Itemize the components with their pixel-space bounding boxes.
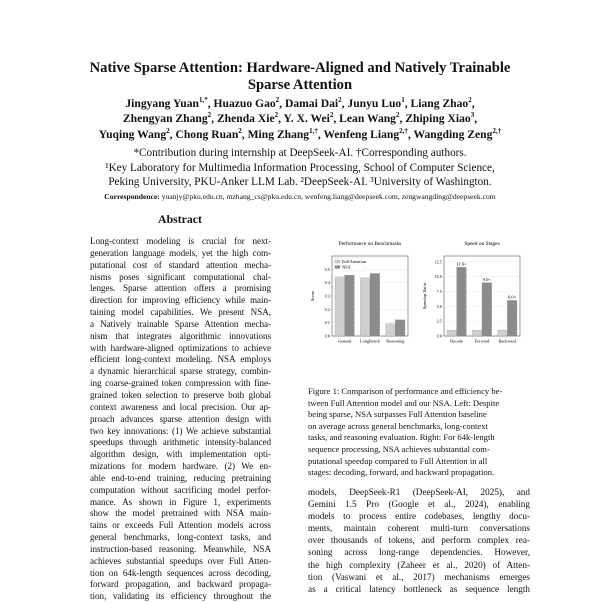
bar	[360, 278, 370, 336]
author-name: Zhiping Xiao	[405, 112, 471, 126]
figure-caption	[308, 386, 530, 479]
bar	[507, 300, 517, 336]
caption-line: stages: decoding, forward, and backward propagation.	[308, 467, 495, 478]
author-name: Lean Wang	[339, 112, 396, 126]
author-name: Zhenda Xie	[216, 112, 275, 126]
abstract-line: Long-context modeling is crucial for next-	[90, 236, 271, 246]
author-name: Liang Zhao	[410, 97, 469, 110]
bar	[335, 277, 345, 336]
abstract-line: efficient long-context modeling. NSA employs	[90, 354, 271, 365]
abstract-text	[90, 236, 271, 603]
abstract-line: grained token selection to preserve both global	[90, 389, 271, 400]
figure-1	[300, 236, 540, 356]
chart-performance	[310, 240, 408, 344]
abstract-line: mizations for modern hardware. (2) We en-	[90, 461, 271, 472]
x-tick-label: Backward	[498, 338, 517, 344]
y-axis-label: Score	[310, 290, 315, 302]
abstract-line: direction for improving efficiency while main-	[90, 295, 271, 306]
caption-line: on average across general benchmarks, long-context	[308, 420, 488, 431]
y-tick-label: 0.0	[436, 333, 442, 339]
abstract-line: proach advances sparse attention design with	[90, 413, 271, 424]
caption-line: tween Full Attention model and our NSA. Left: Despite	[308, 397, 500, 408]
correspondence-label: Correspondence:	[104, 192, 160, 201]
author-sup: 2	[274, 111, 279, 120]
author-name: Huazuo Gao	[213, 97, 276, 110]
author-sup: 2,†	[399, 126, 408, 135]
author-sup: 2	[395, 111, 400, 120]
abstract-line: tains or exceeds Full Attention models across	[90, 520, 271, 531]
y-tick-label: 12.5	[434, 259, 442, 265]
author-sup: 2	[329, 111, 334, 120]
body-line: soning across long-range dependencies. However,	[308, 547, 530, 558]
author-sup: 3	[470, 111, 475, 120]
affiliations	[40, 146, 560, 190]
bar	[472, 330, 482, 336]
author-sup: 2	[207, 111, 212, 120]
y-tick-label: 7.5	[436, 289, 442, 295]
authors-line-3: Yuqing Wang$^2$, Chong Ruan$^2$, Ming Zhang$^{1,\dagger}$, Wenfeng Liang$^{2,\dagger}$, Wangding Zeng$^{2,\dagger}$	[98, 126, 502, 141]
affil-line: ¹Key Laboratory for Multimedia Information Processing, School of Computer Science,	[105, 161, 495, 174]
affil-note: *Contribution during internship at DeepSeek-AI. †Corresponding authors.	[133, 147, 467, 159]
abstract-line: show the model pretrained with NSA main-	[90, 508, 271, 519]
y-axis-label: Speedup Ratio	[422, 282, 427, 310]
paper-title	[60, 60, 540, 94]
author-sup: 2,†	[492, 126, 502, 135]
y-tick-label: 0.5	[324, 266, 330, 272]
legend-swatch	[335, 266, 340, 269]
bar	[447, 330, 457, 336]
y-tick-label: 0.0	[324, 333, 330, 339]
caption-line: putational speedup compared to Full Attention in all	[308, 455, 488, 466]
abstract-line: lenges. Sparse attention offers a promising	[90, 283, 271, 294]
chart-title: Performance on Benchmarks	[338, 241, 402, 247]
abstract-line: mance. As shown in Figure 1, experiments	[90, 496, 271, 507]
author-name: Junyu Luo	[347, 97, 402, 110]
data-label: 11.6×	[456, 261, 467, 267]
body-line: Gemini 1.5 Pro (Google et al., 2024), enabling	[308, 499, 530, 510]
body-text	[308, 486, 530, 595]
bar	[386, 324, 396, 336]
abstract-line: speedups through arithmetic intensity-balanced	[90, 437, 271, 448]
author-name: Chong Ruan	[175, 127, 239, 141]
abstract-line: general benchmarks, long-context tasks, and	[90, 532, 271, 543]
title-line-1: Native Sparse Attention: Hardware-Aligned and Natively Trainable	[89, 60, 511, 76]
abstract-line: achieves substantial speedups over Full Atten-	[90, 555, 271, 566]
abstract-line: generation language models, yet the high com-	[90, 247, 271, 258]
author-name: Zhengyan Zhang	[122, 112, 208, 126]
abstract-line: putational cost of standard attention mecha-	[90, 259, 271, 270]
y-tick-label: 0.1	[324, 320, 330, 326]
y-tick-label: 10.0	[434, 274, 442, 280]
abstract-line: nism that integrates algorithmic innovations	[90, 330, 271, 341]
x-tick-label: Forward	[474, 338, 490, 344]
author-name: Yuqing Wang	[98, 127, 167, 141]
body-line: the high complexity (Zaheer et al., 2020) of Atten-	[308, 559, 530, 570]
author-name: Wangding Zeng	[413, 127, 493, 141]
body-line: as a critical latency bottleneck as sequence length	[308, 583, 530, 594]
author-name: Damai Dai	[284, 97, 339, 110]
authors-line-1: Jingyang Yuan$^{1,*}$, Huazuo Gao$^2$, Damai Dai$^2$, Junyu Luo$^1$, Liang Zhao$^2$,	[125, 96, 475, 110]
abstract-line: ing coarse-grained token compression with fine-	[90, 378, 271, 389]
correspondence-emails: yuanjy@pku.edu.cn, mzhang_cs@pku.edu.cn, wenfeng.liang@deepseek.com, zengwangding@deepseek.com	[161, 192, 496, 201]
body-line: over thousands of tokens, and perform complex rea-	[308, 535, 530, 546]
bar	[457, 267, 467, 336]
y-tick-label: 0.3	[324, 293, 330, 299]
bar	[345, 275, 355, 336]
caption-line: tasks, and reasoning evaluation. Right: For 64k-length	[308, 432, 495, 443]
abstract-line: with hardware-aligned optimizations to achieve	[90, 342, 271, 353]
data-label: 9.0×	[482, 276, 491, 282]
caption-line: sequence processing, NSA achieves substantial com-	[308, 443, 490, 454]
abstract-line: tion, validating its efficiency throughout the	[90, 591, 271, 602]
bar	[370, 273, 380, 336]
affil-line: Peking University, PKU-Anker LLM Lab. ²DeepSeek-AI. ³University of Washington.	[108, 176, 492, 189]
author-sup: 2	[166, 126, 170, 135]
author-sup: 2	[238, 126, 242, 135]
bar	[482, 283, 492, 336]
author-name: Wenfeng Liang	[323, 127, 400, 141]
caption-line: being sparse, NSA surpasses Full Attention baseline	[308, 409, 487, 420]
bar	[498, 330, 508, 336]
author-sup: 1,†	[309, 126, 318, 135]
legend-label: Full Attention	[342, 258, 366, 264]
author-name: Ming Zhang	[247, 127, 310, 141]
abstract-line: computation without sacrificing model perfor-	[90, 484, 271, 495]
abstract-line: algorithm design, with implementation opti-	[90, 449, 271, 460]
body-line: tion (Vaswani et al., 2017) mechanisms emerges	[308, 571, 530, 582]
title-line-2: Sparse Attention	[247, 77, 353, 93]
abstract-line: instruction-based reasoning. Meanwhile, NSA	[90, 543, 271, 554]
abstract-line: context awareness and local precision. Our ap-	[90, 401, 271, 412]
abstract-line: forward propagation, and backward propaga-	[90, 579, 271, 590]
abstract-line: a dynamic hierarchical sparse strategy, combin-	[90, 366, 271, 377]
caption-line: Figure 1: Comparison of performance and efficiency be-	[308, 386, 503, 396]
y-tick-label: 0.2	[324, 306, 330, 312]
abstract-line: taining model capabilities. We present NSA,	[90, 307, 271, 318]
body-line: ments, maintain coherent multi-turn conversations	[308, 523, 530, 534]
authors-line-2: Zhengyan Zhang$^2$, Zhenda Xie$^2$, Y. X. Wei$^2$, Lean Wang$^2$, Zhiping Xiao$^3$,	[122, 111, 478, 126]
x-tick-label: LongBench	[359, 338, 381, 344]
abstract-line: two key innovations: (1) We achieve substantial	[90, 425, 271, 436]
body-line: models to process entire codebases, lengthy docu-	[308, 511, 530, 522]
y-tick-label: 0.4	[324, 280, 330, 286]
bar	[395, 320, 405, 336]
abstract-line: tion on 64k-length sequences across decoding,	[90, 567, 271, 578]
abstract-line: nisms poses significant computational chal-	[90, 271, 271, 282]
data-label: 6.0×	[507, 294, 517, 300]
abstract-heading: Abstract	[158, 212, 202, 226]
body-line: models, DeepSeek-R1 (DeepSeek-AI, 2025), and	[308, 487, 530, 497]
author-sup: 2	[275, 96, 280, 105]
y-tick-label: 5.0	[436, 303, 442, 309]
legend-label: NSA	[342, 264, 351, 270]
abstract-line: a Natively trainable Sparse Attention mecha-	[90, 318, 271, 329]
author-name: Jingyang Yuan	[125, 97, 199, 110]
legend-swatch	[335, 260, 340, 263]
author-name: Y. X. Wei	[283, 112, 330, 126]
x-tick-label: Reasoning	[386, 338, 405, 344]
correspondence	[30, 192, 570, 202]
x-tick-label: Decode	[450, 338, 464, 344]
chart-speed	[422, 241, 520, 344]
abstract-line: able end-to-end training, reducing pretraining	[90, 472, 271, 483]
author-list	[40, 96, 560, 142]
x-tick-label: General	[337, 338, 352, 344]
author-sup: 1	[401, 96, 405, 105]
author-sup: 2	[338, 96, 342, 105]
y-tick-label: 2.5	[436, 318, 442, 324]
chart-title: Speed on Stages	[464, 241, 500, 247]
author-sup: 1,*	[198, 96, 208, 105]
author-sup: 2	[468, 96, 472, 105]
